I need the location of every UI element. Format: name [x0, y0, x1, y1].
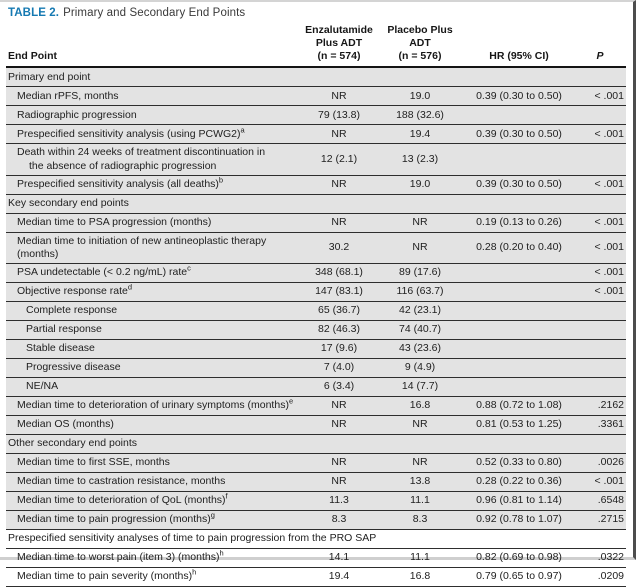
enzalutamide-value-cell: 348 (68.1) [315, 266, 363, 279]
col-header-enzalutamide-line3: (n = 574) [317, 50, 361, 63]
hr-ci-cell: 0.19 (0.13 to 0.26) [476, 216, 562, 229]
p-value-cell: < .001 [594, 475, 624, 488]
enzalutamide-value-cell: 147 (83.1) [315, 285, 363, 298]
col-header-enzalutamide-line1: Enzalutamide [305, 24, 373, 36]
footnote-marker: f [225, 491, 228, 501]
enzalutamide-value-cell: 8.3 [331, 513, 347, 526]
table-row [6, 106, 626, 125]
footnote-marker: h [192, 567, 197, 577]
endpoint-cell: Partial response [26, 323, 102, 336]
table-name: Primary and Secondary End Points [63, 7, 246, 19]
placebo-value-cell: 11.1 [410, 551, 430, 564]
table-row [6, 549, 626, 568]
p-value-cell: < .001 [594, 89, 624, 102]
placebo-value-cell: 9 (4.9) [404, 361, 436, 374]
placebo-value-cell: 19.0 [409, 178, 431, 191]
placebo-value-cell: 188 (32.6) [396, 108, 444, 121]
table-row [6, 302, 626, 321]
endpoint-cell: Median time to initiation of new antineoplastic therapy (months) [17, 234, 267, 260]
hr-ci-cell: 0.28 (0.20 to 0.40) [476, 241, 562, 254]
table-row [6, 125, 626, 144]
endpoint-cell: Median time to first SSE, months [17, 456, 170, 469]
placebo-value-cell: 14 (7.7) [401, 380, 439, 393]
col-header-p: P [596, 50, 604, 63]
endpoint-cell: Median OS (months) [17, 418, 114, 431]
endpoint-cell: Median time to deterioration of QoL (months)$^f$ [17, 491, 228, 507]
p-value-cell: < .001 [594, 285, 624, 298]
endpoint-cell: Prespecified sensitivity analysis (using PCWG2)$^a$ [17, 125, 245, 140]
enzalutamide-value-cell: 6 (3.4) [323, 380, 355, 393]
footnote-marker: c [187, 263, 191, 273]
table-row [6, 176, 626, 195]
endpoint-cell-line2: the absence of radiographic progression [29, 159, 217, 172]
footnote-marker: b [218, 175, 224, 185]
enzalutamide-value-cell: NR [331, 456, 347, 469]
enzalutamide-value-cell: NR [331, 127, 347, 140]
table-row [6, 233, 626, 264]
endpoint-cell: Median rPFS, months [17, 89, 119, 102]
hr-ci-cell: 0.92 (0.78 to 1.07) [476, 513, 562, 526]
placebo-value-cell: 116 (63.7) [396, 285, 444, 298]
table-row [6, 568, 626, 587]
enzalutamide-value-cell: 30.2 [328, 241, 350, 254]
enzalutamide-value-cell: NR [331, 89, 347, 102]
placebo-value-cell: 11.1 [410, 494, 430, 507]
placebo-value-cell: NR [412, 241, 428, 254]
endpoint-cell: Prespecified sensitivity analysis (all deaths)$^b$ [17, 175, 224, 191]
enzalutamide-value-cell: NR [331, 178, 347, 191]
table-body [6, 68, 626, 587]
enzalutamide-value-cell: 17 (9.6) [320, 342, 358, 355]
table-row [6, 87, 626, 106]
hr-ci-cell: 0.81 (0.53 to 1.25) [476, 418, 562, 431]
enzalutamide-value-cell: 11.3 [329, 494, 349, 507]
p-value-cell: < .001 [594, 178, 624, 191]
section-header-row [6, 435, 626, 454]
section-header-row [6, 68, 626, 87]
hr-ci-cell: 0.88 (0.72 to 1.08) [476, 399, 562, 412]
table-number-label: TABLE 2. [8, 7, 60, 19]
endpoint-cell: Radiographic progression [17, 108, 137, 121]
enzalutamide-value-cell: 14.1 [328, 551, 350, 564]
placebo-value-cell: 19.4 [409, 127, 431, 140]
endpoint-cell: Median time to worst pain (item 3) (months)$^h$ [17, 548, 224, 564]
enzalutamide-value-cell: 12 (2.1) [320, 152, 358, 165]
col-header-enzalutamide [302, 24, 376, 63]
placebo-value-cell: 19.0 [409, 89, 431, 102]
endpoint-cell: Median time to castration resistance, months [17, 475, 226, 488]
endpoint-cell: Median time to deterioration of urinary symptoms (months)$^e$ [17, 396, 294, 412]
endpoint-cell: Death within 24 weeks of treatment discontinuation in the absence of radiographic progression [6, 144, 302, 174]
table-row [6, 214, 626, 233]
placebo-value-cell: 16.8 [409, 570, 431, 583]
placebo-value-cell: 8.3 [412, 513, 428, 526]
placebo-value-cell: 43 (23.6) [398, 342, 442, 355]
placebo-value-cell: NR [412, 456, 428, 469]
p-value-cell: .0322 [597, 551, 624, 564]
endpoint-cell: NE/NA [26, 380, 59, 393]
endpoint-cell: Prespecified sensitivity analyses of time to pain progression from the PRO SAP [8, 532, 377, 545]
hr-ci-cell: 0.39 (0.30 to 0.50) [476, 178, 562, 191]
endpoint-cell: Other secondary end points [8, 437, 137, 450]
p-value-cell: .0209 [597, 570, 624, 583]
section-header-row [6, 530, 626, 549]
hr-ci-cell: 0.82 (0.69 to 0.98) [476, 551, 562, 564]
placebo-value-cell: 74 (40.7) [398, 323, 442, 336]
p-value-cell: < .001 [594, 266, 624, 279]
table-row [6, 511, 626, 530]
endpoint-cell: PSA undetectable (< 0.2 ng/mL) rate$^c$ [17, 263, 191, 279]
hr-ci-cell: 0.39 (0.30 to 0.50) [476, 89, 562, 102]
placebo-value-cell: NR [412, 418, 428, 431]
table-row [6, 321, 626, 340]
placebo-value-cell: 42 (23.1) [398, 304, 442, 317]
enzalutamide-value-cell: 65 (36.7) [317, 304, 361, 317]
table-row [6, 492, 626, 511]
col-header-placebo-line2: (n = 576) [398, 50, 442, 63]
endpoint-cell: Complete response [26, 304, 118, 317]
endpoint-cell: Median time to PSA progression (months) [17, 216, 212, 229]
endpoint-cell: Median time to pain severity (months)$^h$ [17, 567, 197, 583]
table-row [6, 397, 626, 416]
col-header-placebo-line1: Placebo Plus ADT [387, 24, 453, 50]
footnote-marker: g [210, 510, 215, 520]
endpoint-cell: Stable disease [26, 342, 95, 355]
table-row [6, 264, 626, 283]
endpoint-cell: Primary end point [8, 70, 91, 83]
enzalutamide-value-cell: NR [331, 418, 347, 431]
table-2-container [0, 2, 633, 587]
endpoint-cell: Median time to pain progression (months)$^g$ [17, 510, 215, 526]
hr-ci-cell: 0.96 (0.81 to 1.14) [476, 494, 562, 507]
footnote-marker: a [240, 125, 245, 135]
section-header-row [6, 195, 626, 214]
enzalutamide-value-cell: NR [331, 216, 347, 229]
table-row [6, 359, 626, 378]
hr-ci-cell: 0.79 (0.65 to 0.97) [476, 570, 562, 583]
p-value-cell: .2715 [597, 513, 624, 526]
col-header-endpoint: End Point [8, 50, 57, 63]
table-row [6, 473, 626, 492]
table-row [6, 416, 626, 435]
placebo-value-cell: 13.8 [409, 475, 431, 488]
col-header-hr: HR (95% CI) [489, 50, 549, 63]
p-value-cell: < .001 [594, 127, 624, 140]
placebo-value-cell: 16.8 [409, 399, 431, 412]
placebo-value-cell: 89 (17.6) [398, 266, 442, 279]
p-value-cell: .0026 [597, 456, 624, 469]
p-value-cell: < .001 [594, 216, 624, 229]
endpoint-cell: Objective response rate$^d$ [17, 282, 133, 298]
hr-ci-cell: 0.52 (0.33 to 0.80) [476, 456, 562, 469]
col-header-enzalutamide-line2: Plus ADT [315, 37, 363, 50]
table-row [6, 144, 626, 175]
table-row [6, 283, 626, 302]
p-value-cell: .3361 [597, 418, 624, 431]
enzalutamide-value-cell: NR [331, 475, 347, 488]
table-row [6, 378, 626, 397]
table-header-row [6, 24, 626, 68]
table-row [6, 340, 626, 359]
p-value-cell: .2162 [597, 399, 624, 412]
footnote-marker: h [219, 548, 224, 558]
endpoint-cell: Key secondary end points [8, 197, 129, 210]
footnote-marker: d [127, 282, 133, 292]
hr-ci-cell: 0.39 (0.30 to 0.50) [476, 127, 562, 140]
hr-ci-cell: 0.28 (0.22 to 0.36) [476, 475, 562, 488]
placebo-value-cell: 13 (2.3) [401, 152, 439, 165]
placebo-value-cell: NR [412, 216, 428, 229]
enzalutamide-value-cell: 82 (46.3) [317, 323, 361, 336]
table-row [6, 454, 626, 473]
footnote-marker: e [288, 396, 294, 406]
endpoint-cell: Progressive disease [26, 361, 121, 374]
enzalutamide-value-cell: NR [331, 399, 347, 412]
table-title [6, 4, 626, 24]
enzalutamide-value-cell: 7 (4.0) [323, 361, 355, 374]
enzalutamide-value-cell: 79 (13.8) [317, 108, 361, 121]
enzalutamide-value-cell: 19.4 [328, 570, 350, 583]
p-value-cell: .6548 [597, 494, 624, 507]
col-header-placebo [376, 24, 464, 63]
p-value-cell: < .001 [594, 241, 624, 254]
